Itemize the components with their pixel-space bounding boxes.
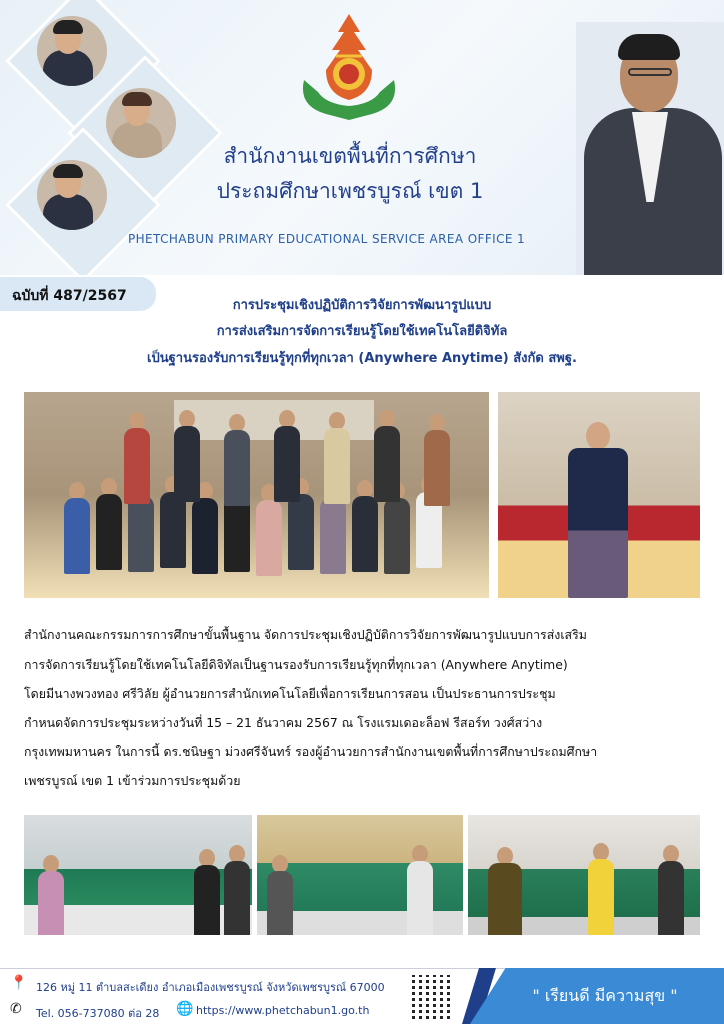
- office-title-english: PHETCHABUN PRIMARY EDUCATIONAL SERVICE AREA OFFICE 1: [128, 232, 526, 246]
- office-emblem: [296, 10, 402, 122]
- phone-icon: ✆: [10, 1001, 22, 1017]
- issue-number: ฉบับที่ 487/2567: [12, 288, 127, 304]
- header-banner: [0, 0, 724, 275]
- group-photo: [24, 392, 489, 598]
- body-paragraph-line: เพชรบูรณ์ เขต 1 เข้าร่วมการประชุมด้วย: [24, 773, 241, 788]
- speaker-photo: [498, 392, 700, 598]
- headline-line2: การส่งเสริมการจัดการเรียนรู้โดยใช้เทคโนโลยีดิจิทัล: [216, 324, 508, 339]
- qr-code[interactable]: [408, 975, 452, 1019]
- body-paragraph-line: โดยมีนางพวงทอง ศรีวิลัย ผู้อำนวยการสำนักเทคโนโลยีเพื่อการเรียนการสอน เป็นประธานการประชุม: [24, 686, 556, 701]
- footer-website[interactable]: https://www.phetchabun1.go.th: [196, 1004, 370, 1017]
- meeting-photo: [468, 815, 700, 935]
- director-portrait: [576, 22, 724, 275]
- footer-slogan: " เรียนดี มีความสุข ": [532, 986, 678, 1005]
- staff-portrait: [37, 16, 107, 86]
- office-title-line2: ประถมศึกษาเพชรบูรณ์ เขต 1: [216, 179, 484, 203]
- body-paragraph-line: การจัดการเรียนรู้โดยใช้เทคโนโลยีดิจิทัลเป็นฐานรองรับการเรียนรู้ทุกที่ทุกเวลา (Anywhere Anytime): [24, 657, 568, 672]
- headline-line3: เป็นฐานรองรับการเรียนรู้ทุกที่ทุกเวลา (Anywhere Anytime) สังกัด สพฐ.: [147, 351, 577, 366]
- footer-address: 126 หมู่ 11 ตำบลสะเดียง อำเภอเมืองเพชรบูรณ์ จังหวัดเพชรบูรณ์ 67000: [36, 981, 385, 994]
- meeting-photo: [257, 815, 463, 935]
- office-title-line1: สำนักงานเขตพื้นที่การศึกษา: [223, 144, 477, 168]
- location-icon: 📍: [10, 975, 28, 991]
- staff-portrait: [37, 160, 107, 230]
- body-paragraph-line: กำหนดจัดการประชุมระหว่างวันที่ 15 – 21 ธันวาคม 2567 ณ โรงแรมเดอะล็อฟ รีสอร์ท วงศ์สว่าง: [24, 715, 543, 730]
- meeting-photo: [24, 815, 252, 935]
- speaker: [568, 422, 628, 598]
- body-paragraph-line: กรุงเทพมหานคร ในการนี้ ดร.ชนิษฐา ม่วงศรีจันทร์ รองผู้อำนวยการสำนักงานเขตพื้นที่การศึกษาประถมศึกษา: [24, 744, 598, 759]
- footer-phone: Tel. 056-737080 ต่อ 28: [36, 1007, 160, 1020]
- headline-line1: การประชุมเชิงปฏิบัติการวิจัยการพัฒนารูปแบบ: [232, 298, 492, 313]
- staff-portrait: [106, 88, 176, 158]
- globe-icon: 🌐: [176, 1001, 194, 1017]
- body-paragraph-line: สำนักงานคณะกรรมการการศึกษาขั้นพื้นฐาน จัดการประชุมเชิงปฏิบัติการวิจัยการพัฒนารูปแบบการส่งเสริม: [24, 627, 587, 642]
